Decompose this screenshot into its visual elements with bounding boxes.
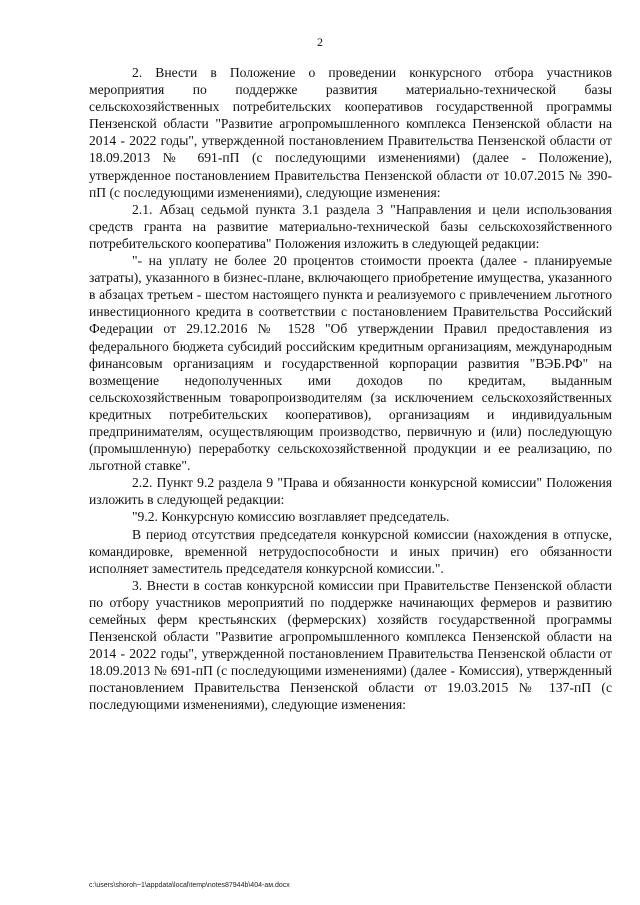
page-number: 2 [317, 35, 323, 49]
paragraph-deputy: В период отсутствия председателя конкурсной комиссии (нахождения в отпуске, командировке, временной нетрудоспособности и иных причин) его обязанности исполняет заместитель председателя конкурсной комиссии.". [89, 526, 612, 576]
paragraph-item-2-2: 2.2. Пункт 9.2 раздела 9 "Права и обязанности конкурсной комиссии" Положения изложить в следующей редакции: [89, 475, 612, 508]
paragraph-quote-subsidy: "- на уплату не более 20 процентов стоимости проекта (далее - планируемые затраты), указанного в бизнес-плане, включающего приобретение имущества, указанного в абзацах третьем - шестом настоящего пункта и реализуемого с привлечением льготного инвестиционного кредита в соответствии с постановлением Правительства Российский Федерации от 29.12.2016 № 1528 "Об утверждении Правил предоставления из федерального бюджета субсидий российским кредитным организациям, международным финансовым организациям и государственной корпорации развития "ВЭБ.РФ" на возмещение недополученных ими доходов по кредитам, выданным сельскохозяйственным товаропроизводителям (за исключением сельскохозяйственных кредитных потребительских кооперативов), организациям и индивидуальным предпринимателям, осуществляющим производство, первичную и (или) последующую (промышленную) переработку сельскохозяйственной продукции и ее реализацию, по льготной ставке". [89, 253, 612, 474]
paragraph-quote-9-2: "9.2. Конкурсную комиссию возглавляет председатель. [132, 509, 450, 525]
document-body [89, 64, 612, 714]
paragraph-item-3: 3. Внести в состав конкурсной комиссии при Правительстве Пензенской области по отбору участников мероприятий по поддержке начинающих фермеров и развитию семейных ферм крестьянских (фермерских) хозяйств государственной программы Пензенской области "Развитие агропромышленного комплекса Пензенской области на 2014 - 2022 годы", утвержденной постановлением Правительства Пензенской области от 18.09.2013 № 691-пП (с последующими изменениями) (далее - Комиссия), утвержденный постановлением Правительства Пензенской области от 19.03.2015 № 137-пП (с последующими изменениями), следующие изменения: [89, 577, 612, 713]
paragraph-item-2: 2. Внести в Положение о проведении конкурсного отбора участников мероприятия по поддержке развития материально-технической базы сельскохозяйственных потребительских кооперативов государственной программы Пензенской области "Развитие агропромышленного комплекса Пензенской области на 2014 - 2022 годы", утвержденной постановлением Правительства Пензенской области от 18.09.2013 № 691-пП (с последующими изменениями) (далее - Положение), утвержденное постановлением Правительства Пензенской области от 10.07.2015 № 390-пП (с последующими изменениями), следующие изменения: [89, 65, 612, 200]
paragraph-item-2-1: 2.1. Абзац седьмой пункта 3.1 раздела 3 "Направления и цели использования средств гранта на развитие материально-технической базы сельскохозяйственного потребительского кооператива" Положения изложить в следующей редакции: [89, 201, 612, 251]
file-path-footer: c:\users\shoroh~1\appdata\local\temp\notes87944b\404-ам.docx [89, 882, 290, 889]
